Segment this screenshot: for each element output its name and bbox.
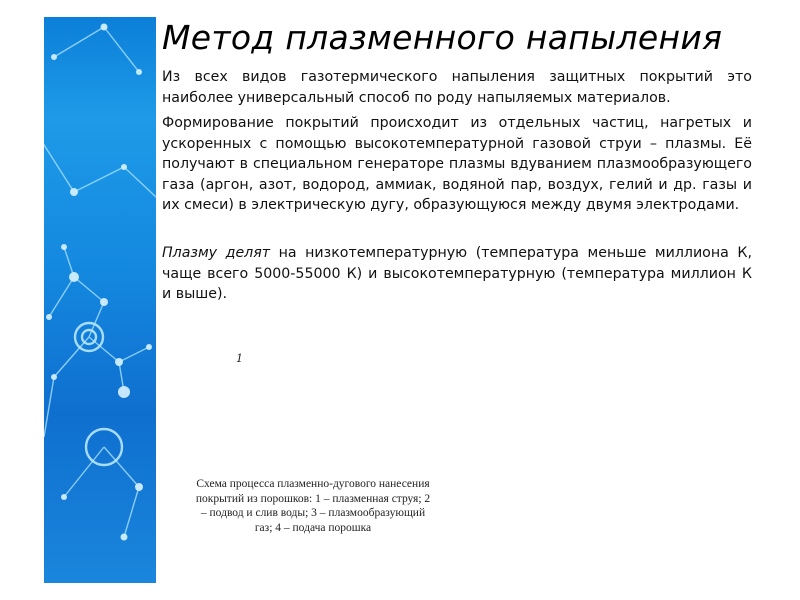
paragraph-intro: Из всех видов газотермического напыления защитных покрытий это наиболее универсальный способ по роду напыляемых материалов. <box>162 69 752 106</box>
paragraph-plasma-lead: Плазму делят <box>162 245 271 261</box>
paragraph-plasma-types <box>162 243 752 305</box>
figure-number: 1 <box>236 352 243 365</box>
decorative-sidebar <box>44 17 156 583</box>
paragraph-formation: Формирование покрытий происходит из отдельных частиц, нагретых и ускоренных с помощью высокотемпературной газовой струи – плазмы. Её получают в специальном генераторе плазмы вдуванием плазмообразующего газа (аргон, азот, водород, аммиак, водяной пар, воздух, гелий и др. газы и их смеси) в электрическую дугу, образующуюся между двумя электродами. <box>162 115 752 213</box>
figure-caption: Схема процесса плазменно-дугового нанесения покрытий из порошков: 1 – плазменная струя; 2 – подвод и слив воды; 3 – плазмообразующий газ; 4 – подача порошка <box>195 478 431 534</box>
molecule-network-icon <box>44 17 156 583</box>
paragraph-plasma-rest: на низкотемпературную (температура меньше миллиона К, чаще всего 5000-55000 К) и высокотемпературную (температура миллион К и выше). <box>162 245 752 302</box>
slide-title: Метод плазменного напыления <box>162 18 723 57</box>
